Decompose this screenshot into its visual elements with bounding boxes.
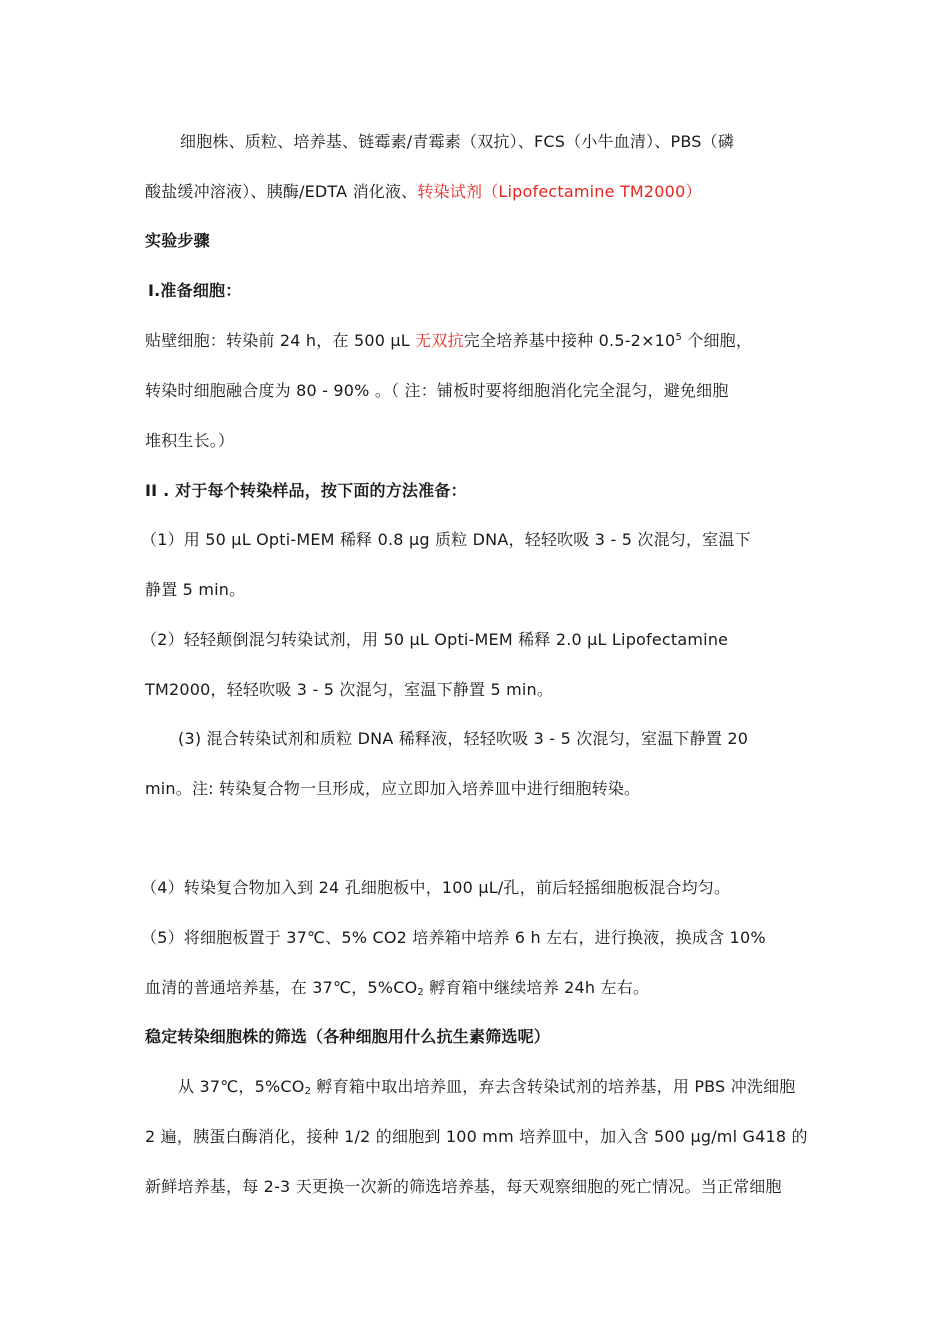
- stable-selection-line-1: [178, 1076, 806, 1098]
- step-5-text: 血清的普通培养基，在 37℃，5%CO: [145, 978, 418, 997]
- materials-line-1: [180, 131, 807, 153]
- stable-selection-text: 孵育箱中取出培养皿，弃去含转染试剂的培养基，用 PBS 冲洗细胞: [311, 1077, 796, 1096]
- section-1-text: 完全培养基中接种 0.5-2×10: [463, 331, 676, 350]
- materials-text: 细胞株、质粒、培养基、链霉素/青霉素（双抗）、FCS（小牛血清）、PBS（磷: [180, 132, 735, 151]
- stable-selection-line-2: 2 遍，胰蛋白酶消化，接种 1/2 的细胞到 100 mm 培养皿中，加入含 500 µg/ml G418 的: [145, 1127, 808, 1146]
- step-5-text: 孵育箱中继续培养 24h 左右。: [423, 978, 650, 997]
- stable-selection-text: 从 37℃，5%CO: [178, 1077, 305, 1096]
- step-3-line-2: min。注: 转染复合物一旦形成，应立即加入培养皿中进行细胞转染。: [145, 779, 641, 798]
- stable-selection-heading: 稳定转染细胞株的筛选（各种细胞用什么抗生素筛选呢）: [145, 1027, 551, 1046]
- section-1-line-1: [145, 330, 807, 352]
- step-2-line-1: （2）轻轻颠倒混匀转染试剂，用 50 µL Opti-MEM 稀释 2.0 µL Lipofectamine: [141, 630, 729, 649]
- exponent: 5: [675, 332, 682, 343]
- section-2-heading: II . 对于每个转染样品，按下面的方法准备：: [145, 481, 467, 500]
- step-1-line-1: （1）用 50 µL Opti-MEM 稀释 0.8 µg 质粒 DNA，轻轻吹吸 3 - 5 次混匀，室温下: [141, 530, 751, 549]
- stable-selection-line-3: 新鲜培养基，每 2-3 天更换一次新的筛选培养基，每天观察细胞的死亡情况。当正常细胞: [145, 1177, 782, 1196]
- transfection-reagent-highlight: 转染试剂（Lipofectamine TM2000）: [417, 182, 702, 201]
- subscript: 2: [304, 1086, 312, 1097]
- section-1-text: 个细胞，: [682, 331, 753, 350]
- step-1-line-2: 静置 5 min。: [145, 580, 246, 599]
- materials-text: 酸盐缓冲溶液）、胰酶/EDTA 消化液、: [145, 182, 418, 201]
- section-1-heading: Ⅰ.准备细胞：: [148, 281, 242, 300]
- step-4-line-1: （4）转染复合物加入到 24 孔细胞板中，100 µL/孔，前后轻摇细胞板混合均匀。: [141, 878, 731, 897]
- step-2-line-2: TM2000，轻轻吹吸 3 - 5 次混匀，室温下静置 5 min。: [145, 680, 554, 699]
- step-5-line-1: （5）将细胞板置于 37℃、5% CO2 培养箱中培养 6 h 左右，进行换液，换成含 10%: [141, 928, 766, 947]
- section-1-line-2: 转染时细胞融合度为 80 - 90% 。（ 注：铺板时要将细胞消化完全混匀，避免细胞: [145, 381, 729, 400]
- subscript: 2: [417, 987, 424, 998]
- no-antibiotic-highlight: 无双抗: [415, 331, 464, 350]
- steps-heading: 实验步骤: [145, 231, 210, 250]
- section-1-line-3: 堆积生长。）: [145, 431, 235, 450]
- materials-line-2: [145, 181, 807, 203]
- section-1-text: 贴壁细胞：转染前 24 h，在 500 µL: [145, 331, 416, 350]
- step-5-line-2: [145, 977, 807, 999]
- step-3-line-1: (3) 混合转染试剂和质粒 DNA 稀释液，轻轻吹吸 3 - 5 次混匀，室温下静置 20: [178, 729, 749, 748]
